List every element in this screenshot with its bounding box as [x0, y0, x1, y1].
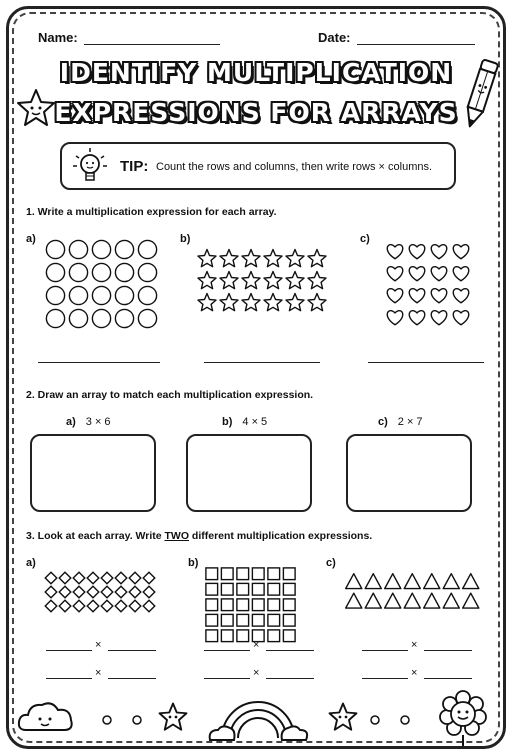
- triangle-item: [385, 593, 401, 608]
- q3-c-times2: ×: [411, 667, 418, 679]
- triangle-item: [346, 593, 362, 608]
- heart-item: [409, 245, 424, 259]
- smiling-star-icon: [16, 88, 56, 128]
- heart-item: [453, 267, 468, 281]
- star-item: [308, 250, 326, 267]
- diamond-item: [129, 572, 141, 584]
- q3-c-line2-right[interactable]: [424, 678, 472, 679]
- q3-array-a: [44, 571, 158, 617]
- star-item: [220, 294, 238, 311]
- diamond-item: [87, 586, 99, 598]
- diamond-item: [73, 586, 85, 598]
- diamond-item: [45, 572, 57, 584]
- q3-a-times2: ×: [95, 667, 102, 679]
- q3-c-line1-right[interactable]: [424, 650, 472, 651]
- pencil-icon: [460, 56, 500, 134]
- smiling-cloud-icon: [16, 694, 76, 738]
- q2-expression-c: 2 × 7: [397, 416, 423, 428]
- square-item: [252, 568, 264, 580]
- q3-prompt-emphasis: TWO: [164, 530, 189, 542]
- rainbow-icon: [206, 694, 310, 744]
- q3-c-line1-left[interactable]: [362, 650, 408, 651]
- triangle-item: [404, 574, 420, 589]
- circle-item: [115, 309, 133, 327]
- q3-b-line2-left[interactable]: [204, 678, 250, 679]
- heart-item: [431, 289, 446, 303]
- circle-item: [46, 309, 64, 327]
- q2-expression-b: 4 × 5: [242, 416, 268, 428]
- star-item: [308, 294, 326, 311]
- q2-draw-box-a[interactable]: [30, 434, 156, 512]
- q1-label-c: c): [360, 233, 370, 245]
- square-item: [283, 614, 295, 626]
- heart-item: [387, 267, 402, 281]
- q1-label-a: a): [26, 233, 36, 245]
- diamond-item: [59, 586, 71, 598]
- star-item: [242, 272, 260, 289]
- q2-label-b: b): [222, 416, 233, 428]
- q1-answer-line-c[interactable]: [368, 362, 484, 363]
- square-item: [268, 614, 280, 626]
- q2-label-a: a): [66, 416, 76, 428]
- star-item: [264, 250, 282, 267]
- q3-a-line1-left[interactable]: [46, 650, 92, 651]
- decor-circles-left: [100, 710, 150, 730]
- triangle-item: [385, 574, 401, 589]
- triangle-item: [365, 593, 381, 608]
- circle-item: [46, 240, 64, 258]
- star-item: [242, 294, 260, 311]
- heart-item: [453, 289, 468, 303]
- q3-a-times1: ×: [95, 639, 102, 651]
- square-item: [268, 568, 280, 580]
- square-item: [268, 630, 280, 642]
- q3-array-b: [204, 566, 300, 646]
- circle-item: [92, 240, 110, 258]
- square-item: [221, 599, 233, 611]
- q3-b-line2-right[interactable]: [266, 678, 314, 679]
- q2-expression-a: 3 × 6: [85, 416, 111, 428]
- diamond-item: [73, 572, 85, 584]
- heart-item: [409, 289, 424, 303]
- q3-label-a: a): [26, 557, 36, 569]
- star-item: [264, 272, 282, 289]
- square-item: [283, 568, 295, 580]
- q3-b-line1-right[interactable]: [266, 650, 314, 651]
- star-item: [242, 250, 260, 267]
- square-item: [221, 614, 233, 626]
- diamond-item: [87, 600, 99, 612]
- circle-item: [115, 263, 133, 281]
- heart-item: [409, 267, 424, 281]
- name-field[interactable]: [84, 32, 220, 45]
- decor-circles-right: [368, 710, 418, 730]
- q1-array-c: [384, 240, 474, 336]
- square-item: [206, 599, 218, 611]
- circle-item: [115, 240, 133, 258]
- diamond-item: [59, 572, 71, 584]
- square-item: [237, 614, 249, 626]
- q3-array-c: [344, 572, 486, 614]
- star-item: [220, 250, 238, 267]
- square-item: [237, 630, 249, 642]
- diamond-item: [101, 572, 113, 584]
- name-row: [38, 30, 220, 45]
- q3-a-line2-left[interactable]: [46, 678, 92, 679]
- circle-item: [115, 286, 133, 304]
- q3-b-times2: ×: [253, 667, 260, 679]
- q3-label-b: b): [188, 557, 199, 569]
- q3-c-times1: ×: [411, 639, 418, 651]
- q2-draw-box-b[interactable]: [186, 434, 312, 512]
- q3-b-times1: ×: [253, 639, 260, 651]
- square-item: [206, 583, 218, 595]
- square-item: [206, 614, 218, 626]
- heart-item: [387, 311, 402, 325]
- q1-array-a: [44, 238, 164, 334]
- diamond-item: [115, 572, 127, 584]
- q3-a-line2-right[interactable]: [108, 678, 156, 679]
- square-item: [268, 583, 280, 595]
- star-item: [286, 294, 304, 311]
- q1-answer-line-a[interactable]: [38, 362, 160, 363]
- diamond-item: [143, 572, 155, 584]
- star-item: [198, 272, 216, 289]
- diamond-item: [45, 600, 57, 612]
- q2-expr-b: [222, 416, 267, 428]
- square-item: [221, 583, 233, 595]
- heart-item: [387, 245, 402, 259]
- triangle-item: [463, 593, 479, 608]
- page-title-line2: EXPRESSIONS FOR ARRAYS: [54, 98, 458, 127]
- square-item: [252, 583, 264, 595]
- q3-b-line1-left[interactable]: [204, 650, 250, 651]
- date-label: Date:: [318, 30, 351, 45]
- circle-item: [138, 263, 156, 281]
- star-item: [198, 250, 216, 267]
- triangle-item: [424, 593, 440, 608]
- star-item: [220, 272, 238, 289]
- name-label: Name:: [38, 30, 78, 45]
- square-item: [283, 583, 295, 595]
- q2-draw-box-c[interactable]: [346, 434, 472, 512]
- q1-prompt: 1. Write a multiplication expression for each array.: [26, 206, 277, 218]
- circle-item: [92, 309, 110, 327]
- circle-item: [138, 309, 156, 327]
- circle-item: [69, 286, 87, 304]
- triangle-item: [463, 574, 479, 589]
- star-item: [286, 272, 304, 289]
- circle-item: [138, 286, 156, 304]
- square-item: [283, 630, 295, 642]
- heart-item: [431, 245, 446, 259]
- heart-item: [453, 311, 468, 325]
- diamond-item: [101, 586, 113, 598]
- smiling-star-small-icon: [158, 702, 188, 732]
- q2-prompt: 2. Draw an array to match each multiplication expression.: [26, 389, 314, 401]
- diamond-item: [101, 600, 113, 612]
- q2-expr-c: [378, 416, 423, 428]
- heart-item: [431, 267, 446, 281]
- triangle-item: [443, 593, 459, 608]
- smiling-flower-icon: [436, 690, 490, 746]
- tip-box: [60, 142, 456, 190]
- q3-prompt-before: 3. Look at each array. Write: [26, 530, 165, 542]
- triangle-item: [365, 574, 381, 589]
- triangle-item: [404, 593, 420, 608]
- diamond-item: [115, 600, 127, 612]
- q3-c-line2-left[interactable]: [362, 678, 408, 679]
- diamond-item: [143, 600, 155, 612]
- star-item: [308, 272, 326, 289]
- diamond-item: [87, 572, 99, 584]
- triangle-item: [443, 574, 459, 589]
- circle-item: [92, 286, 110, 304]
- q1-label-b: b): [180, 233, 191, 245]
- circle-item: [69, 240, 87, 258]
- square-item: [252, 599, 264, 611]
- circle-item: [92, 263, 110, 281]
- diamond-item: [115, 586, 127, 598]
- diamond-item: [73, 600, 85, 612]
- circle-item: [46, 263, 64, 281]
- circle-item: [69, 263, 87, 281]
- square-item: [268, 599, 280, 611]
- tip-text: Count the rows and columns, then write rows × columns.: [156, 161, 433, 173]
- circle-item: [138, 240, 156, 258]
- q3-prompt: [26, 530, 372, 542]
- square-item: [283, 599, 295, 611]
- square-item: [237, 583, 249, 595]
- square-item: [237, 599, 249, 611]
- heart-item: [453, 245, 468, 259]
- diamond-item: [143, 586, 155, 598]
- triangle-item: [424, 574, 440, 589]
- q3-prompt-after: different multiplication expressions.: [189, 530, 373, 542]
- heart-item: [431, 311, 446, 325]
- star-item: [198, 294, 216, 311]
- q3-label-c: c): [326, 557, 336, 569]
- circle-item: [46, 286, 64, 304]
- heart-item: [409, 311, 424, 325]
- diamond-item: [129, 586, 141, 598]
- smiling-star-small-icon-right: [328, 702, 358, 732]
- square-item: [237, 568, 249, 580]
- date-row: [318, 30, 475, 45]
- circle-item: [69, 309, 87, 327]
- q2-label-c: c): [378, 416, 388, 428]
- square-item: [206, 568, 218, 580]
- diamond-item: [129, 600, 141, 612]
- square-item: [252, 614, 264, 626]
- triangle-item: [346, 574, 362, 589]
- diamond-item: [59, 600, 71, 612]
- star-item: [286, 250, 304, 267]
- tip-label: TIP:: [120, 158, 149, 175]
- square-item: [221, 630, 233, 642]
- q1-array-b: [196, 248, 332, 326]
- square-item: [221, 568, 233, 580]
- q3-a-line1-right[interactable]: [108, 650, 156, 651]
- square-item: [206, 630, 218, 642]
- star-item: [264, 294, 282, 311]
- q1-answer-line-b[interactable]: [204, 362, 320, 363]
- diamond-item: [45, 586, 57, 598]
- page-title-line1: IDENTIFY MULTIPLICATION: [59, 58, 453, 87]
- lightbulb-icon: [68, 146, 112, 190]
- date-field[interactable]: [357, 32, 475, 45]
- heart-item: [387, 289, 402, 303]
- q2-expr-a: [66, 416, 111, 428]
